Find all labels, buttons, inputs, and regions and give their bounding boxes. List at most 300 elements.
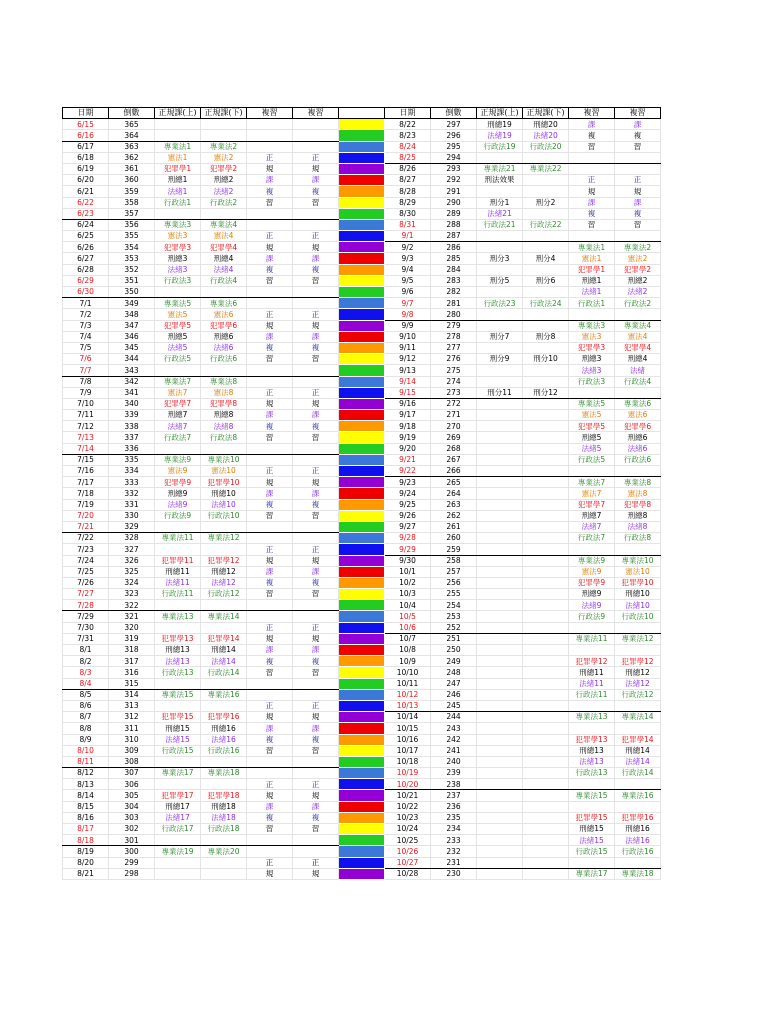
cell-date: 8/17 bbox=[63, 824, 109, 835]
cell-date-right: 9/17 bbox=[385, 410, 431, 421]
cell-date-right: 8/28 bbox=[385, 186, 431, 197]
cell-review-1: 習 bbox=[247, 667, 293, 678]
cell-course-lower-right bbox=[523, 801, 569, 812]
cell-countdown: 331 bbox=[109, 499, 155, 510]
cell-countdown-right: 240 bbox=[431, 756, 477, 767]
cell-review-1-right: 專業法15 bbox=[569, 790, 615, 801]
color-bar-cell bbox=[339, 846, 385, 857]
cell-review-2: 課 bbox=[293, 331, 339, 342]
cell-course-upper: 犯罪學11 bbox=[155, 555, 201, 566]
cell-review-1 bbox=[247, 768, 293, 779]
cell-review-1: 規 bbox=[247, 477, 293, 488]
table-row bbox=[63, 622, 661, 633]
cell-course-lower: 法緒18 bbox=[201, 812, 247, 823]
cell-review-2-right bbox=[615, 387, 661, 398]
cell-review-2 bbox=[293, 365, 339, 376]
table-row bbox=[63, 275, 661, 286]
cell-countdown-right: 253 bbox=[431, 611, 477, 622]
cell-date: 8/10 bbox=[63, 745, 109, 756]
cell-review-2-right: 法緒8 bbox=[615, 521, 661, 532]
color-bar-cell bbox=[339, 253, 385, 264]
cell-review-1: 習 bbox=[247, 432, 293, 443]
cell-course-lower: 行政法8 bbox=[201, 432, 247, 443]
cell-course-lower-right bbox=[523, 667, 569, 678]
cell-course-upper-right bbox=[477, 812, 523, 823]
cell-countdown-right: 237 bbox=[431, 790, 477, 801]
cell-review-2-right: 專業法2 bbox=[615, 242, 661, 253]
cell-countdown: 332 bbox=[109, 488, 155, 499]
color-bar-cell bbox=[339, 309, 385, 320]
cell-review-1-right: 刑總1 bbox=[569, 275, 615, 286]
cell-course-lower: 法緒8 bbox=[201, 421, 247, 432]
cell-review-2-right: 正 bbox=[615, 175, 661, 186]
cell-course-lower-right: 行政法24 bbox=[523, 298, 569, 309]
cell-review-1-right: 行政法11 bbox=[569, 689, 615, 700]
cell-review-2: 課 bbox=[293, 723, 339, 734]
cell-course-lower-right bbox=[523, 589, 569, 600]
cell-date: 7/11 bbox=[63, 410, 109, 421]
table-row bbox=[63, 298, 661, 309]
cell-date-right: 10/13 bbox=[385, 700, 431, 711]
cell-course-lower: 法緒4 bbox=[201, 264, 247, 275]
cell-review-1-right: 規 bbox=[569, 186, 615, 197]
cell-course-upper-right: 刑分11 bbox=[477, 387, 523, 398]
cell-review-1: 正 bbox=[247, 622, 293, 633]
cell-date: 7/25 bbox=[63, 566, 109, 577]
cell-course-lower-right bbox=[523, 152, 569, 163]
cell-course-lower: 行政法12 bbox=[201, 589, 247, 600]
cell-date: 7/9 bbox=[63, 387, 109, 398]
table-row bbox=[63, 197, 661, 208]
cell-countdown: 349 bbox=[109, 298, 155, 309]
cell-review-1: 課 bbox=[247, 645, 293, 656]
cell-course-lower: 刑總18 bbox=[201, 801, 247, 812]
cell-review-2-right bbox=[615, 723, 661, 734]
cell-review-2: 習 bbox=[293, 354, 339, 365]
cell-date-right: 9/16 bbox=[385, 398, 431, 409]
color-bar-cell bbox=[339, 645, 385, 656]
cell-course-lower: 行政法2 bbox=[201, 197, 247, 208]
cell-review-1: 複 bbox=[247, 499, 293, 510]
cell-course-lower-right: 行政法20 bbox=[523, 141, 569, 152]
cell-course-lower: 專業法20 bbox=[201, 846, 247, 857]
cell-review-1-right: 犯罪學15 bbox=[569, 812, 615, 823]
cell-course-lower-right bbox=[523, 745, 569, 756]
cell-countdown: 336 bbox=[109, 443, 155, 454]
cell-review-1: 正 bbox=[247, 152, 293, 163]
cell-date: 8/18 bbox=[63, 835, 109, 846]
cell-date-right: 9/11 bbox=[385, 342, 431, 353]
cell-course-lower: 犯罪學12 bbox=[201, 555, 247, 566]
cell-course-lower: 專業法2 bbox=[201, 141, 247, 152]
color-bar-cell bbox=[339, 152, 385, 163]
cell-review-1: 課 bbox=[247, 253, 293, 264]
table-row bbox=[63, 779, 661, 790]
cell-countdown: 357 bbox=[109, 208, 155, 219]
cell-countdown-right: 280 bbox=[431, 309, 477, 320]
cell-review-1: 正 bbox=[247, 779, 293, 790]
color-bar-cell bbox=[339, 231, 385, 242]
cell-course-lower bbox=[201, 756, 247, 767]
cell-date-right: 10/23 bbox=[385, 812, 431, 823]
cell-countdown-right: 266 bbox=[431, 466, 477, 477]
cell-countdown-right: 269 bbox=[431, 432, 477, 443]
cell-review-1-right bbox=[569, 779, 615, 790]
cell-countdown: 324 bbox=[109, 577, 155, 588]
table-row bbox=[63, 678, 661, 689]
cell-review-1-right: 正 bbox=[569, 175, 615, 186]
cell-course-lower-right bbox=[523, 868, 569, 879]
cell-review-2: 習 bbox=[293, 510, 339, 521]
cell-date: 7/14 bbox=[63, 443, 109, 454]
cell-countdown-right: 244 bbox=[431, 712, 477, 723]
cell-review-1-right: 行政法13 bbox=[569, 768, 615, 779]
color-bar-cell bbox=[339, 331, 385, 342]
cell-countdown: 354 bbox=[109, 242, 155, 253]
cell-review-2 bbox=[293, 678, 339, 689]
cell-review-2 bbox=[293, 219, 339, 230]
cell-countdown-right: 258 bbox=[431, 555, 477, 566]
cell-date-right: 9/29 bbox=[385, 544, 431, 555]
cell-countdown-right: 273 bbox=[431, 387, 477, 398]
table-row bbox=[63, 544, 661, 555]
cell-date-right: 10/27 bbox=[385, 857, 431, 868]
cell-date: 7/23 bbox=[63, 544, 109, 555]
table-row bbox=[63, 130, 661, 141]
color-bar-cell bbox=[339, 566, 385, 577]
cell-countdown: 312 bbox=[109, 712, 155, 723]
cell-review-1-right: 法緒15 bbox=[569, 835, 615, 846]
color-bar-cell bbox=[339, 466, 385, 477]
cell-countdown-right: 260 bbox=[431, 533, 477, 544]
cell-review-1 bbox=[247, 443, 293, 454]
cell-course-lower: 專業法6 bbox=[201, 298, 247, 309]
cell-review-1: 課 bbox=[247, 175, 293, 186]
cell-date: 8/9 bbox=[63, 734, 109, 745]
cell-review-1: 課 bbox=[247, 723, 293, 734]
cell-course-upper-right bbox=[477, 365, 523, 376]
cell-date-right: 9/20 bbox=[385, 443, 431, 454]
table-row bbox=[63, 521, 661, 532]
cell-review-1 bbox=[247, 756, 293, 767]
cell-date: 6/15 bbox=[63, 119, 109, 130]
cell-date: 8/3 bbox=[63, 667, 109, 678]
cell-countdown-right: 255 bbox=[431, 589, 477, 600]
cell-date: 7/12 bbox=[63, 421, 109, 432]
cell-course-upper bbox=[155, 600, 201, 611]
cell-review-1-right: 複 bbox=[569, 208, 615, 219]
cell-review-1-right bbox=[569, 544, 615, 555]
color-bar-cell bbox=[339, 667, 385, 678]
color-bar-cell bbox=[339, 521, 385, 532]
color-bar-cell bbox=[339, 633, 385, 644]
cell-countdown: 311 bbox=[109, 723, 155, 734]
cell-course-upper: 刑總15 bbox=[155, 723, 201, 734]
cell-date-right: 8/29 bbox=[385, 197, 431, 208]
cell-countdown-right: 297 bbox=[431, 119, 477, 130]
cell-date: 7/2 bbox=[63, 309, 109, 320]
cell-date: 6/22 bbox=[63, 197, 109, 208]
cell-countdown: 343 bbox=[109, 365, 155, 376]
cell-review-2-right: 行政法10 bbox=[615, 611, 661, 622]
cell-countdown-right: 276 bbox=[431, 354, 477, 365]
cell-date-right: 10/10 bbox=[385, 667, 431, 678]
cell-course-upper-right: 行政法23 bbox=[477, 298, 523, 309]
cell-countdown-right: 259 bbox=[431, 544, 477, 555]
cell-date-right: 9/7 bbox=[385, 298, 431, 309]
cell-countdown-right: 295 bbox=[431, 141, 477, 152]
cell-course-upper bbox=[155, 544, 201, 555]
cell-review-1: 習 bbox=[247, 510, 293, 521]
table-row bbox=[63, 253, 661, 264]
cell-course-lower bbox=[201, 868, 247, 879]
cell-countdown-right: 250 bbox=[431, 645, 477, 656]
cell-review-2-right: 法緒6 bbox=[615, 443, 661, 454]
cell-review-2-right: 行政法16 bbox=[615, 846, 661, 857]
cell-countdown: 352 bbox=[109, 264, 155, 275]
cell-review-2 bbox=[293, 756, 339, 767]
cell-course-upper-right bbox=[477, 533, 523, 544]
cell-review-1 bbox=[247, 611, 293, 622]
color-bar-cell bbox=[339, 790, 385, 801]
table-row bbox=[63, 141, 661, 152]
cell-date-right: 9/27 bbox=[385, 521, 431, 532]
table-row bbox=[63, 533, 661, 544]
cell-course-lower-right: 刑分2 bbox=[523, 197, 569, 208]
cell-date-right: 9/23 bbox=[385, 477, 431, 488]
cell-date-right: 9/21 bbox=[385, 454, 431, 465]
cell-review-1-right bbox=[569, 857, 615, 868]
cell-course-upper-right bbox=[477, 376, 523, 387]
cell-countdown: 361 bbox=[109, 163, 155, 174]
cell-course-upper bbox=[155, 208, 201, 219]
cell-course-lower-right bbox=[523, 454, 569, 465]
cell-review-2-right: 法緒10 bbox=[615, 600, 661, 611]
cell-course-upper-right bbox=[477, 242, 523, 253]
cell-date: 8/4 bbox=[63, 678, 109, 689]
color-bar-cell bbox=[339, 130, 385, 141]
header-color-bar bbox=[339, 108, 385, 119]
cell-review-2-right: 憲法2 bbox=[615, 253, 661, 264]
cell-review-1-right: 行政法1 bbox=[569, 298, 615, 309]
cell-course-upper: 憲法9 bbox=[155, 466, 201, 477]
cell-date: 7/4 bbox=[63, 331, 109, 342]
header-review-2-right: 複習 bbox=[615, 108, 661, 119]
cell-countdown: 362 bbox=[109, 152, 155, 163]
cell-course-upper bbox=[155, 443, 201, 454]
cell-review-1: 習 bbox=[247, 824, 293, 835]
cell-date: 7/6 bbox=[63, 354, 109, 365]
cell-course-upper bbox=[155, 779, 201, 790]
cell-review-1-right bbox=[569, 152, 615, 163]
cell-date-right: 9/25 bbox=[385, 499, 431, 510]
cell-course-upper bbox=[155, 868, 201, 879]
color-bar-cell bbox=[339, 544, 385, 555]
color-bar-cell bbox=[339, 443, 385, 454]
cell-course-lower: 法緒16 bbox=[201, 734, 247, 745]
cell-course-lower-right: 刑分4 bbox=[523, 253, 569, 264]
color-bar-cell bbox=[339, 745, 385, 756]
cell-review-2-right bbox=[615, 466, 661, 477]
table-row bbox=[63, 801, 661, 812]
cell-review-1-right: 憲法1 bbox=[569, 253, 615, 264]
cell-review-2 bbox=[293, 376, 339, 387]
header-course-upper: 正規課(上) bbox=[155, 108, 201, 119]
cell-course-upper: 法緒17 bbox=[155, 812, 201, 823]
cell-countdown: 308 bbox=[109, 756, 155, 767]
cell-date: 8/21 bbox=[63, 868, 109, 879]
cell-review-2-right: 刑總4 bbox=[615, 354, 661, 365]
cell-review-2: 課 bbox=[293, 488, 339, 499]
color-bar-cell bbox=[339, 365, 385, 376]
cell-date: 6/29 bbox=[63, 275, 109, 286]
cell-review-1-right: 刑總5 bbox=[569, 432, 615, 443]
table-row bbox=[63, 611, 661, 622]
cell-countdown: 338 bbox=[109, 421, 155, 432]
color-bar-cell bbox=[339, 589, 385, 600]
cell-course-lower: 專業法12 bbox=[201, 533, 247, 544]
cell-date: 8/14 bbox=[63, 790, 109, 801]
cell-countdown: 303 bbox=[109, 812, 155, 823]
cell-course-lower-right bbox=[523, 712, 569, 723]
cell-review-2-right: 憲法6 bbox=[615, 410, 661, 421]
cell-course-upper-right: 法緒21 bbox=[477, 208, 523, 219]
cell-course-upper: 刑總7 bbox=[155, 410, 201, 421]
cell-countdown: 363 bbox=[109, 141, 155, 152]
cell-course-lower: 專業法18 bbox=[201, 768, 247, 779]
cell-date-right: 10/18 bbox=[385, 756, 431, 767]
cell-countdown-right: 230 bbox=[431, 868, 477, 879]
cell-review-2-right: 刑總16 bbox=[615, 824, 661, 835]
cell-countdown-right: 249 bbox=[431, 656, 477, 667]
header-course-lower: 正規課(下) bbox=[201, 108, 247, 119]
cell-course-lower bbox=[201, 443, 247, 454]
cell-review-2-right: 行政法14 bbox=[615, 768, 661, 779]
cell-review-2: 正 bbox=[293, 700, 339, 711]
cell-course-upper: 法緒9 bbox=[155, 499, 201, 510]
cell-course-upper-right: 刑分9 bbox=[477, 354, 523, 365]
header-review-1-right: 複習 bbox=[569, 108, 615, 119]
cell-review-1-right: 犯罪學12 bbox=[569, 656, 615, 667]
cell-review-2-right: 習 bbox=[615, 219, 661, 230]
cell-course-upper-right bbox=[477, 466, 523, 477]
cell-course-upper bbox=[155, 365, 201, 376]
cell-review-2: 複 bbox=[293, 186, 339, 197]
color-bar-cell bbox=[339, 700, 385, 711]
cell-date-right: 8/26 bbox=[385, 163, 431, 174]
cell-course-upper bbox=[155, 622, 201, 633]
cell-review-2: 正 bbox=[293, 466, 339, 477]
cell-review-1-right: 犯罪學13 bbox=[569, 734, 615, 745]
cell-review-1 bbox=[247, 130, 293, 141]
header-date-right: 日期 bbox=[385, 108, 431, 119]
cell-review-1-right: 憲法5 bbox=[569, 410, 615, 421]
cell-course-upper bbox=[155, 287, 201, 298]
cell-course-upper-right bbox=[477, 712, 523, 723]
cell-review-2: 規 bbox=[293, 477, 339, 488]
cell-course-upper-right bbox=[477, 633, 523, 644]
cell-course-upper: 專業法13 bbox=[155, 611, 201, 622]
cell-course-lower-right bbox=[523, 175, 569, 186]
cell-course-lower-right bbox=[523, 342, 569, 353]
cell-date: 6/28 bbox=[63, 264, 109, 275]
table-row bbox=[63, 309, 661, 320]
cell-date-right: 10/19 bbox=[385, 768, 431, 779]
table-row bbox=[63, 231, 661, 242]
cell-review-2-right: 憲法10 bbox=[615, 566, 661, 577]
cell-review-1: 規 bbox=[247, 398, 293, 409]
cell-review-2-right: 憲法8 bbox=[615, 488, 661, 499]
color-bar-cell bbox=[339, 622, 385, 633]
cell-countdown-right: 235 bbox=[431, 812, 477, 823]
cell-course-upper-right bbox=[477, 824, 523, 835]
table-row bbox=[63, 555, 661, 566]
cell-review-1: 習 bbox=[247, 197, 293, 208]
cell-course-lower: 行政法14 bbox=[201, 667, 247, 678]
cell-course-lower-right: 行政法22 bbox=[523, 219, 569, 230]
cell-review-2-right: 專業法6 bbox=[615, 398, 661, 409]
cell-review-2-right: 專業法8 bbox=[615, 477, 661, 488]
cell-review-2-right: 法緒 bbox=[615, 365, 661, 376]
cell-review-1: 正 bbox=[247, 700, 293, 711]
cell-review-2 bbox=[293, 600, 339, 611]
cell-course-upper-right bbox=[477, 398, 523, 409]
cell-course-upper-right bbox=[477, 499, 523, 510]
cell-course-upper-right: 刑分3 bbox=[477, 253, 523, 264]
cell-date: 7/24 bbox=[63, 555, 109, 566]
cell-course-lower-right bbox=[523, 231, 569, 242]
cell-countdown: 306 bbox=[109, 779, 155, 790]
cell-date: 8/20 bbox=[63, 857, 109, 868]
cell-review-1: 複 bbox=[247, 656, 293, 667]
cell-course-lower-right bbox=[523, 533, 569, 544]
cell-course-lower: 刑總8 bbox=[201, 410, 247, 421]
cell-countdown: 334 bbox=[109, 466, 155, 477]
cell-course-lower-right: 刑總20 bbox=[523, 119, 569, 130]
cell-review-2: 習 bbox=[293, 667, 339, 678]
cell-course-upper-right: 專業法21 bbox=[477, 163, 523, 174]
cell-course-upper-right bbox=[477, 566, 523, 577]
header-course-lower-right: 正規課(下) bbox=[523, 108, 569, 119]
color-bar-cell bbox=[339, 342, 385, 353]
cell-course-lower-right bbox=[523, 432, 569, 443]
color-bar-cell bbox=[339, 275, 385, 286]
header-review-1: 複習 bbox=[247, 108, 293, 119]
cell-date-right: 10/24 bbox=[385, 824, 431, 835]
cell-course-upper-right bbox=[477, 600, 523, 611]
color-bar-cell bbox=[339, 186, 385, 197]
cell-review-1-right: 複 bbox=[569, 130, 615, 141]
cell-course-upper bbox=[155, 521, 201, 532]
cell-review-1-right: 犯罪學9 bbox=[569, 577, 615, 588]
cell-review-1 bbox=[247, 521, 293, 532]
cell-course-upper-right: 刑法效果 bbox=[477, 175, 523, 186]
cell-review-2: 規 bbox=[293, 320, 339, 331]
cell-countdown: 348 bbox=[109, 309, 155, 320]
cell-review-2-right: 規 bbox=[615, 186, 661, 197]
cell-course-lower bbox=[201, 208, 247, 219]
cell-date: 8/12 bbox=[63, 768, 109, 779]
cell-review-2-right: 犯罪學8 bbox=[615, 499, 661, 510]
table-row bbox=[63, 734, 661, 745]
cell-course-lower-right bbox=[523, 398, 569, 409]
cell-countdown: 317 bbox=[109, 656, 155, 667]
cell-course-upper-right bbox=[477, 544, 523, 555]
cell-date-right: 10/11 bbox=[385, 678, 431, 689]
cell-review-1: 規 bbox=[247, 555, 293, 566]
cell-course-lower: 法緒10 bbox=[201, 499, 247, 510]
cell-countdown-right: 268 bbox=[431, 443, 477, 454]
